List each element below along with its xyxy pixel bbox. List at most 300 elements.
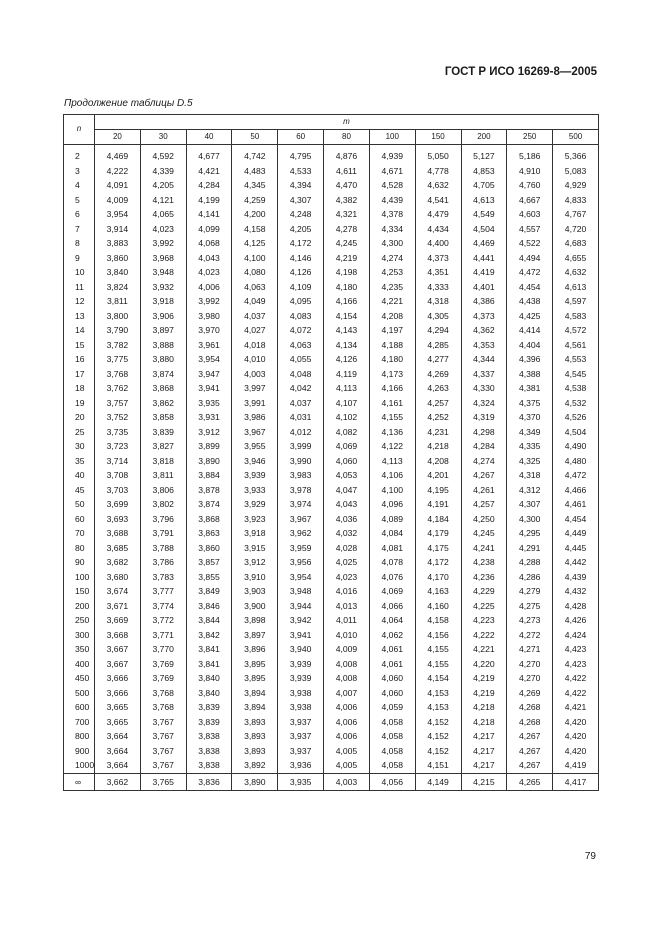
value-cell: 4,037 [278,396,324,411]
value-cell: 4,172 [278,236,324,251]
row-n-cell: 1000 [64,758,95,773]
value-cell: 3,962 [278,526,324,541]
value-cell: 4,401 [461,280,507,295]
value-cell: 3,767 [140,715,186,730]
value-cell: 4,013 [324,599,370,614]
value-cell: 4,278 [324,222,370,237]
value-cell: 4,422 [553,671,599,686]
value-cell: 4,454 [553,512,599,527]
value-cell: 4,096 [369,497,415,512]
value-cell: 3,841 [186,657,232,672]
value-cell: 4,291 [507,541,553,556]
row-n-cell: 800 [64,729,95,744]
value-cell: 4,061 [369,642,415,657]
row-n-cell: 35 [64,454,95,469]
table-caption: Продолжение таблицы D.5 [64,98,193,109]
table-row [64,236,599,251]
value-cell: 4,270 [507,657,553,672]
value-cell: 3,860 [186,541,232,556]
value-cell: 3,735 [95,425,141,440]
value-cell: 4,222 [95,164,141,179]
value-cell: 4,335 [507,439,553,454]
value-cell: 4,078 [369,555,415,570]
row-n-cell: 4 [64,178,95,193]
value-cell: 4,100 [369,483,415,498]
value-cell: 4,155 [369,410,415,425]
row-n-cell: 3 [64,164,95,179]
value-cell: 4,179 [415,526,461,541]
value-cell: 4,091 [95,178,141,193]
value-cell: 4,009 [324,642,370,657]
value-cell: 3,906 [140,309,186,324]
table-row [64,323,599,338]
value-cell: 4,381 [507,381,553,396]
value-cell: 3,912 [232,555,278,570]
value-cell: 5,050 [415,149,461,164]
value-cell: 4,274 [461,454,507,469]
value-cell: 4,318 [507,468,553,483]
value-cell: 3,986 [232,410,278,425]
value-cell: 4,479 [415,207,461,222]
value-cell: 4,307 [278,193,324,208]
value-cell: 4,023 [324,570,370,585]
value-cell: 4,023 [140,222,186,237]
row-n-cell: 7 [64,222,95,237]
column-header: 250 [507,130,553,145]
value-cell: 4,058 [369,715,415,730]
value-cell: 3,790 [95,323,141,338]
value-cell: 3,936 [278,758,324,773]
value-cell: 4,438 [507,294,553,309]
value-cell: 4,222 [461,628,507,643]
value-cell: 3,892 [232,758,278,773]
value-cell: 3,967 [232,425,278,440]
row-n-cell: 17 [64,367,95,382]
row-n-cell: 6 [64,207,95,222]
value-cell: 3,857 [186,555,232,570]
value-cell: 3,767 [140,729,186,744]
row-n-cell: 70 [64,526,95,541]
value-cell: 3,990 [278,454,324,469]
value-cell: 4,007 [324,686,370,701]
value-cell: 3,783 [140,570,186,585]
value-cell: 3,841 [186,642,232,657]
value-cell: 4,056 [369,773,415,790]
value-cell: 3,769 [140,671,186,686]
row-n-cell: 500 [64,686,95,701]
value-cell: 4,632 [553,265,599,280]
value-cell: 3,937 [278,744,324,759]
value-cell: 4,419 [461,265,507,280]
value-cell: 3,948 [140,265,186,280]
table-row [64,352,599,367]
value-cell: 3,664 [95,729,141,744]
value-cell: 3,769 [140,657,186,672]
value-cell: 3,898 [232,613,278,628]
value-cell: 4,611 [324,164,370,179]
value-cell: 4,504 [461,222,507,237]
value-cell: 3,839 [140,425,186,440]
value-cell: 4,236 [461,570,507,585]
value-cell: 4,027 [232,323,278,338]
value-cell: 4,469 [461,236,507,251]
value-cell: 4,188 [369,338,415,353]
value-cell: 4,060 [369,671,415,686]
value-cell: 4,300 [369,236,415,251]
value-cell: 4,082 [324,425,370,440]
value-cell: 4,337 [461,367,507,382]
value-cell: 4,083 [278,309,324,324]
row-n-cell: 13 [64,309,95,324]
value-cell: 4,469 [95,149,141,164]
table-row [64,222,599,237]
value-cell: 5,127 [461,149,507,164]
value-cell: 4,549 [461,207,507,222]
value-cell: 4,257 [461,497,507,512]
table-row [64,526,599,541]
value-cell: 4,170 [415,570,461,585]
value-cell: 4,307 [507,497,553,512]
value-cell: 5,186 [507,149,553,164]
value-cell: 4,441 [461,251,507,266]
table-row [64,280,599,295]
row-n-cell: 12 [64,294,95,309]
value-cell: 3,782 [95,338,141,353]
value-cell: 4,099 [186,222,232,237]
value-cell: 4,541 [415,193,461,208]
value-cell: 4,003 [232,367,278,382]
table-row [64,744,599,759]
value-cell: 3,890 [186,454,232,469]
value-cell: 3,668 [95,628,141,643]
row-n-cell: 11 [64,280,95,295]
value-cell: 4,263 [415,381,461,396]
value-cell: 4,253 [369,265,415,280]
value-cell: 3,947 [186,367,232,382]
value-cell: 3,939 [232,468,278,483]
value-cell: 4,321 [324,207,370,222]
value-cell: 4,269 [507,686,553,701]
value-cell: 4,016 [324,584,370,599]
value-cell: 4,267 [507,744,553,759]
value-cell: 4,261 [461,483,507,498]
value-cell: 3,937 [278,715,324,730]
value-cell: 3,767 [140,744,186,759]
value-cell: 4,382 [324,193,370,208]
value-cell: 4,929 [553,178,599,193]
row-n-cell: 18 [64,381,95,396]
value-cell: 3,674 [95,584,141,599]
value-cell: 4,217 [461,758,507,773]
value-cell: 4,223 [461,613,507,628]
value-cell: 4,388 [507,367,553,382]
table-row [64,309,599,324]
value-cell: 4,241 [461,541,507,556]
value-cell: 3,939 [278,671,324,686]
value-cell: 4,218 [461,715,507,730]
value-cell: 3,862 [140,396,186,411]
value-cell: 4,528 [369,178,415,193]
value-cell: 4,160 [415,599,461,614]
value-cell: 3,772 [140,613,186,628]
value-cell: 4,671 [369,164,415,179]
value-cell: 3,688 [95,526,141,541]
value-cell: 4,286 [507,570,553,585]
value-cell: 3,665 [95,715,141,730]
value-cell: 4,058 [369,758,415,773]
value-cell: 4,267 [461,468,507,483]
value-cell: 3,944 [278,599,324,614]
data-table [63,114,599,791]
value-cell: 4,597 [553,294,599,309]
value-cell: 4,205 [278,222,324,237]
value-cell: 3,970 [186,323,232,338]
value-cell: 4,677 [186,149,232,164]
value-cell: 4,421 [553,700,599,715]
value-cell: 4,163 [415,584,461,599]
column-header: 80 [324,130,370,145]
value-cell: 4,423 [553,657,599,672]
value-cell: 4,058 [369,744,415,759]
value-cell: 3,954 [278,570,324,585]
value-cell: 4,439 [553,570,599,585]
table-row [64,207,599,222]
value-cell: 3,768 [140,700,186,715]
value-cell: 4,400 [415,236,461,251]
value-cell: 3,939 [278,657,324,672]
value-cell: 4,259 [232,193,278,208]
row-n-cell: 15 [64,338,95,353]
value-cell: 4,483 [232,164,278,179]
value-cell: 4,153 [415,700,461,715]
value-cell: 4,480 [553,454,599,469]
table-row [64,251,599,266]
value-cell: 3,894 [232,686,278,701]
column-header: 30 [140,130,186,145]
value-cell: 3,665 [95,700,141,715]
value-cell: 5,366 [553,149,599,164]
table-row [64,367,599,382]
table-row [64,613,599,628]
value-cell: 3,874 [186,497,232,512]
value-cell: 4,036 [324,512,370,527]
value-cell: 3,895 [232,671,278,686]
row-n-cell: 250 [64,613,95,628]
value-cell: 4,060 [324,454,370,469]
value-cell: 4,113 [369,454,415,469]
value-cell: 3,800 [95,309,141,324]
value-cell: 4,158 [232,222,278,237]
value-cell: 4,370 [507,410,553,425]
table-row [64,454,599,469]
value-cell: 4,404 [507,338,553,353]
value-cell: 4,386 [461,294,507,309]
value-cell: 3,708 [95,468,141,483]
value-cell: 4,184 [415,512,461,527]
value-cell: 4,439 [369,193,415,208]
value-cell: 3,935 [278,773,324,790]
value-cell: 4,208 [415,454,461,469]
value-cell: 4,284 [461,439,507,454]
row-n-cell: 5 [64,193,95,208]
value-cell: 3,855 [186,570,232,585]
value-cell: 4,009 [95,193,141,208]
value-cell: 3,888 [140,338,186,353]
value-cell: 4,362 [461,323,507,338]
value-cell: 3,896 [232,642,278,657]
value-cell: 4,218 [461,700,507,715]
value-cell: 4,220 [461,657,507,672]
value-cell: 3,777 [140,584,186,599]
value-cell: 4,330 [461,381,507,396]
value-cell: 4,166 [369,381,415,396]
value-cell: 3,910 [232,570,278,585]
value-cell: 4,312 [507,483,553,498]
value-cell: 3,992 [186,294,232,309]
column-header: 50 [232,130,278,145]
value-cell: 4,154 [415,671,461,686]
value-cell: 4,217 [461,729,507,744]
row-n-cell: 600 [64,700,95,715]
value-cell: 4,526 [553,410,599,425]
table-row [64,729,599,744]
row-n-cell: 25 [64,425,95,440]
value-cell: 4,422 [553,686,599,701]
value-cell: 4,219 [461,671,507,686]
value-cell: 3,959 [278,541,324,556]
value-cell: 3,846 [186,599,232,614]
value-cell: 4,300 [507,512,553,527]
value-cell: 3,868 [186,512,232,527]
value-cell: 3,664 [95,758,141,773]
value-cell: 3,895 [232,657,278,672]
value-cell: 4,100 [232,251,278,266]
value-cell: 4,025 [324,555,370,570]
value-cell: 3,667 [95,657,141,672]
value-cell: 4,490 [553,439,599,454]
value-cell: 3,791 [140,526,186,541]
value-cell: 4,043 [324,497,370,512]
table-row [64,164,599,179]
column-header: 20 [95,130,141,145]
row-n-cell: 19 [64,396,95,411]
value-cell: 3,838 [186,729,232,744]
value-cell: 4,064 [369,613,415,628]
value-cell: 4,705 [461,178,507,193]
value-cell: 4,271 [507,642,553,657]
row-n-cell: 50 [64,497,95,512]
value-cell: 3,915 [232,541,278,556]
value-cell: 3,961 [186,338,232,353]
value-cell: 4,136 [369,425,415,440]
value-cell: 4,613 [461,193,507,208]
value-cell: 3,931 [186,410,232,425]
value-cell: 3,874 [140,367,186,382]
value-cell: 4,532 [553,396,599,411]
value-cell: 4,268 [507,700,553,715]
value-cell: 3,714 [95,454,141,469]
value-cell: 4,449 [553,526,599,541]
value-cell: 4,561 [553,338,599,353]
row-n-cell: 90 [64,555,95,570]
value-cell: 4,119 [324,367,370,382]
value-cell: 4,076 [369,570,415,585]
value-cell: 3,912 [186,425,232,440]
value-cell: 3,757 [95,396,141,411]
value-cell: 4,154 [324,309,370,324]
value-cell: 4,257 [415,396,461,411]
table-row [64,149,599,164]
value-cell: 3,703 [95,483,141,498]
value-cell: 4,274 [369,251,415,266]
value-cell: 4,245 [324,236,370,251]
value-cell: 3,774 [140,599,186,614]
value-cell: 3,955 [232,439,278,454]
value-cell: 4,767 [553,207,599,222]
value-cell: 4,152 [415,715,461,730]
row-n-cell: 60 [64,512,95,527]
value-cell: 3,884 [186,468,232,483]
value-cell: 4,760 [507,178,553,193]
value-cell: 4,126 [324,352,370,367]
value-cell: 4,248 [278,207,324,222]
infinity-row [64,773,599,790]
value-cell: 4,876 [324,149,370,164]
table-row [64,657,599,672]
table-row [64,439,599,454]
value-cell: 4,351 [415,265,461,280]
row-n-cell: 150 [64,584,95,599]
value-cell: 4,031 [278,410,324,425]
value-cell: 4,294 [415,323,461,338]
value-cell: 3,682 [95,555,141,570]
value-cell: 4,155 [415,657,461,672]
value-cell: 3,918 [140,294,186,309]
value-cell: 3,768 [95,367,141,382]
value-cell: 4,109 [278,280,324,295]
value-cell: 4,149 [415,773,461,790]
value-cell: 4,062 [369,628,415,643]
page-number: 79 [584,851,596,862]
value-cell: 4,066 [369,599,415,614]
value-cell: 4,006 [324,715,370,730]
value-cell: 4,229 [461,584,507,599]
n-header: n [64,115,95,145]
value-cell: 4,200 [232,207,278,222]
table-row [64,410,599,425]
value-cell: 3,940 [278,642,324,657]
value-cell: 4,420 [553,744,599,759]
value-cell: 4,158 [415,613,461,628]
value-cell: 4,349 [507,425,553,440]
value-cell: 4,049 [232,294,278,309]
value-cell: 3,932 [140,280,186,295]
value-cell: 4,156 [415,628,461,643]
value-cell: 3,956 [278,555,324,570]
value-cell: 4,472 [507,265,553,280]
value-cell: 4,272 [507,628,553,643]
row-n-cell: 200 [64,599,95,614]
value-cell: 4,018 [232,338,278,353]
column-header: 150 [415,130,461,145]
value-cell: 4,048 [278,367,324,382]
value-cell: 4,219 [324,251,370,266]
value-cell: 3,685 [95,541,141,556]
value-cell: 4,151 [415,758,461,773]
table-row [64,497,599,512]
row-n-cell: 900 [64,744,95,759]
value-cell: 4,191 [415,497,461,512]
